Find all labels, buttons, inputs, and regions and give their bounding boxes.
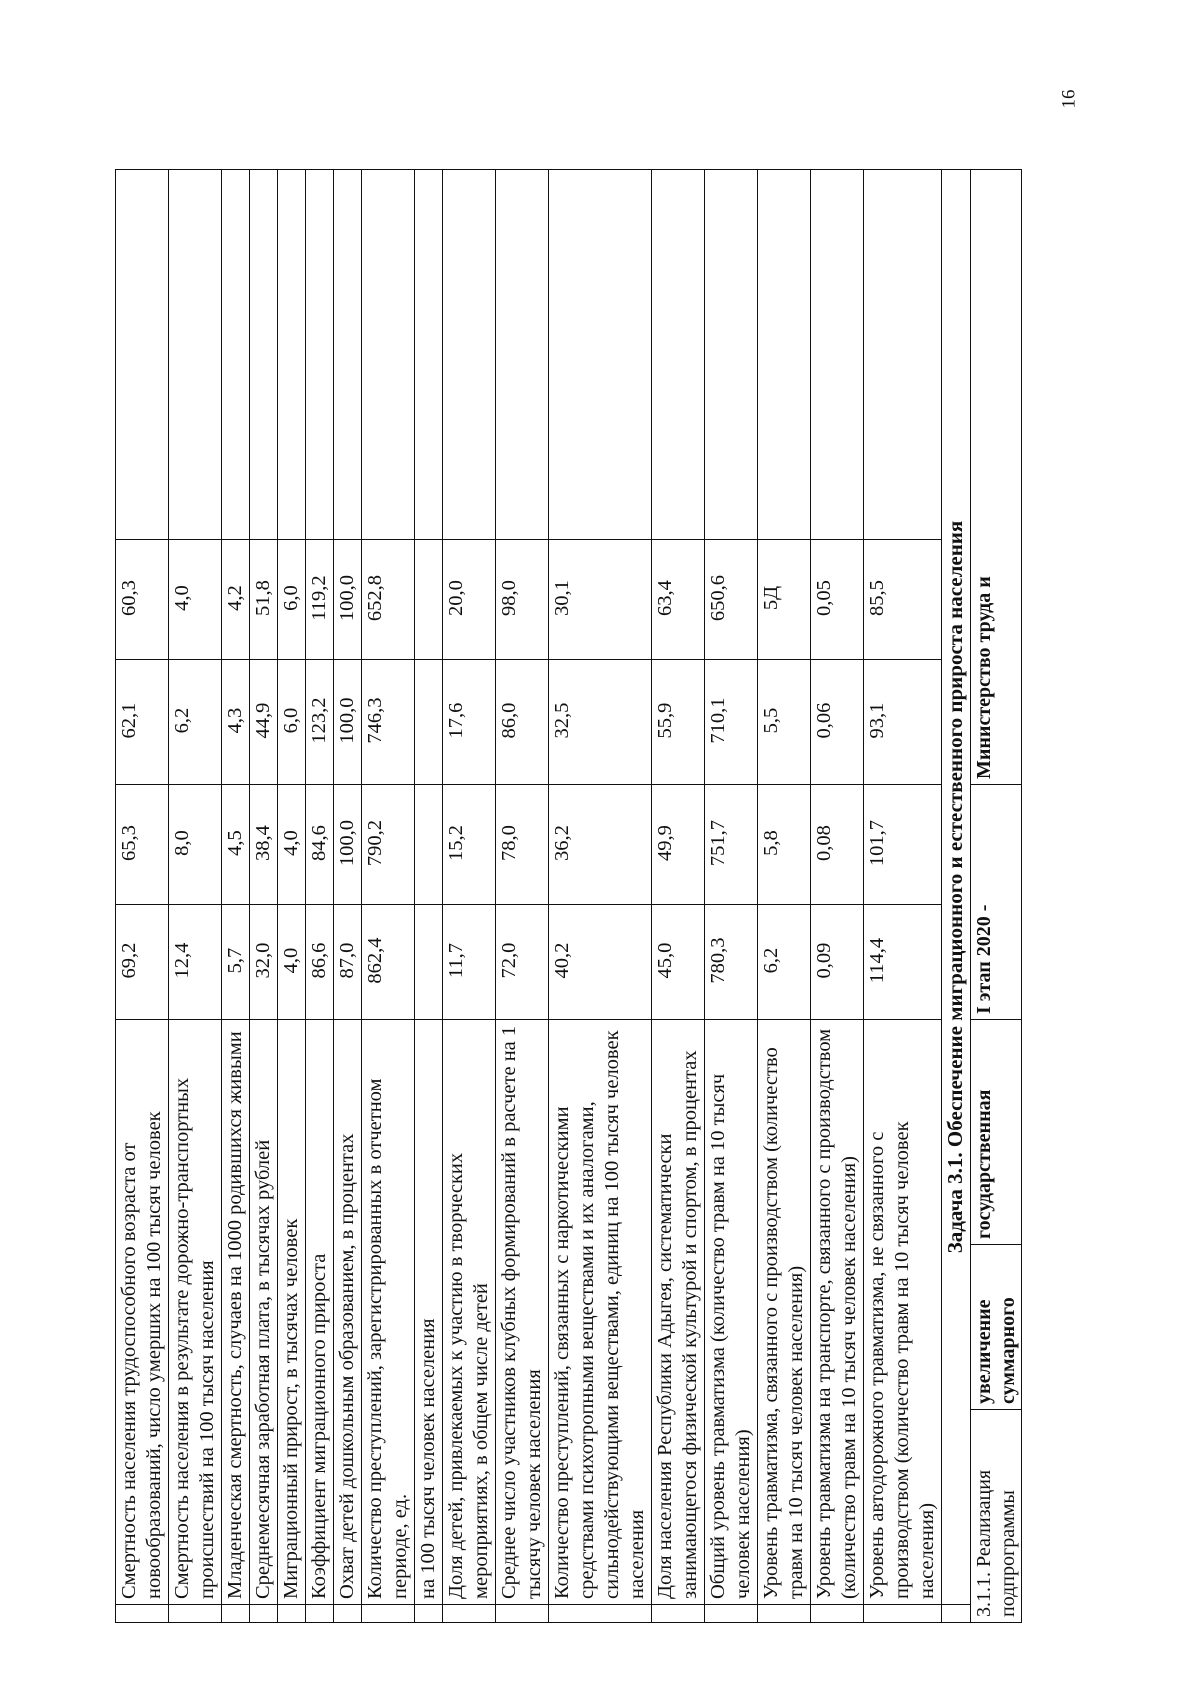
indicator-value: 12,4 xyxy=(169,905,222,1020)
table-row xyxy=(549,170,652,1623)
empty-cell xyxy=(116,170,169,540)
task-title: Задача 3.1. Обеспечение миграционного и естественного прироста населения xyxy=(942,170,971,1605)
implementation-row xyxy=(970,170,1022,1623)
indicator-value xyxy=(415,785,443,905)
indicator-value: 87,0 xyxy=(334,905,362,1020)
indicator-value: 32,5 xyxy=(549,660,652,785)
indicator-value: 0,09 xyxy=(811,905,864,1020)
indicator-value: 49,9 xyxy=(652,785,705,905)
indicator-label: Уровень травматизма на транспорте, связанного с производством (количество травм на 10 тысяч человек населения) xyxy=(811,1020,864,1605)
table-row xyxy=(864,170,942,1623)
indicator-value: 6,0 xyxy=(278,660,306,785)
table-row xyxy=(306,170,334,1623)
indicator-label: Доля населения Республики Адыгея, систематически занимающегося физической культурой и спортом, в процентах xyxy=(652,1020,705,1605)
indicator-value: 32,0 xyxy=(250,905,278,1020)
empty-cell xyxy=(705,1605,758,1623)
indicator-value: 85,5 xyxy=(864,540,942,660)
empty-cell xyxy=(811,170,864,540)
table-row xyxy=(362,170,415,1623)
indicator-value: 123,2 xyxy=(306,660,334,785)
indicator-label: Количество преступлений, связанных с наркотическими средствами психотропными веществами и их аналогами, сильнодействующими веществами, единиц на 100 тысяч человек населения xyxy=(549,1020,652,1605)
empty-cell xyxy=(864,1605,942,1623)
task-row xyxy=(942,170,971,1623)
table-row xyxy=(652,170,705,1623)
indicator-label: Охват детей дошкольным образованием, в процентах xyxy=(334,1020,362,1605)
indicator-value: 101,7 xyxy=(864,785,942,905)
table-row xyxy=(443,170,496,1623)
table-row xyxy=(278,170,306,1623)
empty-cell xyxy=(362,170,415,540)
indicator-value: 5,8 xyxy=(758,785,811,905)
empty-cell xyxy=(278,1605,306,1623)
indicator-value: 710,1 xyxy=(705,660,758,785)
empty-cell xyxy=(278,170,306,540)
table-row xyxy=(116,170,169,1623)
indicator-value: 780,3 xyxy=(705,905,758,1020)
indicator-value: 5,7 xyxy=(222,905,250,1020)
table-row xyxy=(496,170,549,1623)
empty-cell xyxy=(306,1605,334,1623)
indicator-value: 17,6 xyxy=(443,660,496,785)
empty-cell xyxy=(306,170,334,540)
indicator-value: 65,3 xyxy=(116,785,169,905)
table-row xyxy=(222,170,250,1623)
indicator-value: 15,2 xyxy=(443,785,496,905)
empty-cell xyxy=(549,170,652,540)
indicators-table xyxy=(115,169,1022,1623)
empty-cell xyxy=(415,170,443,540)
indicator-value: 4,0 xyxy=(278,785,306,905)
indicator-value: 60,3 xyxy=(116,540,169,660)
table-row xyxy=(811,170,864,1623)
indicator-label: Смертность населения в результате дорожно-транспортных происшествий на 100 тысяч населения xyxy=(169,1020,222,1605)
indicator-value: 650,6 xyxy=(705,540,758,660)
table-row xyxy=(705,170,758,1623)
indicator-value: 4,5 xyxy=(222,785,250,905)
indicator-value: 100,0 xyxy=(334,540,362,660)
empty-cell xyxy=(222,170,250,540)
indicator-value: 44,9 xyxy=(250,660,278,785)
empty-cell xyxy=(169,1605,222,1623)
impl-stage: I этап 2020 - xyxy=(970,785,1022,1020)
indicator-value: 100,0 xyxy=(334,660,362,785)
indicator-value: 30,1 xyxy=(549,540,652,660)
table-row xyxy=(415,170,443,1623)
empty-cell xyxy=(652,1605,705,1623)
empty-cell xyxy=(334,1605,362,1623)
empty-cell xyxy=(443,1605,496,1623)
indicator-value: 63,4 xyxy=(652,540,705,660)
indicator-value xyxy=(415,660,443,785)
empty-cell xyxy=(250,1605,278,1623)
indicator-value: 119,2 xyxy=(306,540,334,660)
indicator-value: 6,2 xyxy=(169,660,222,785)
empty-cell xyxy=(362,1605,415,1623)
empty-cell xyxy=(116,1605,169,1623)
indicator-value: 0,06 xyxy=(811,660,864,785)
indicator-value: 652,8 xyxy=(362,540,415,660)
indicator-value: 51,8 xyxy=(250,540,278,660)
indicator-label: Уровень травматизма, связанного с производством (количество травм на 10 тысяч человек населения) xyxy=(758,1020,811,1605)
indicator-value: 93,1 xyxy=(864,660,942,785)
indicator-value: 790,2 xyxy=(362,785,415,905)
indicator-value: 100,0 xyxy=(334,785,362,905)
indicator-value: 6,0 xyxy=(278,540,306,660)
indicator-value: 86,0 xyxy=(496,660,549,785)
indicator-label: Уровень автодорожного травматизма, не связанного с производством (количество травм на 10 тысяч человек населения) xyxy=(864,1020,942,1605)
empty-cell xyxy=(222,1605,250,1623)
indicator-value xyxy=(415,905,443,1020)
table-row xyxy=(758,170,811,1623)
indicator-value: 86,6 xyxy=(306,905,334,1020)
empty-cell xyxy=(334,170,362,540)
page-number: 16 xyxy=(1058,89,1080,109)
empty-cell xyxy=(942,1605,971,1623)
indicator-value: 11,7 xyxy=(443,905,496,1020)
indicator-value: 62,1 xyxy=(116,660,169,785)
empty-cell xyxy=(443,170,496,540)
indicator-label: на 100 тысяч человек населения xyxy=(415,1020,443,1605)
indicator-value: 45,0 xyxy=(652,905,705,1020)
empty-cell xyxy=(496,170,549,540)
empty-cell xyxy=(250,170,278,540)
indicator-label: Миграционный прирост, в тысячах человек xyxy=(278,1020,306,1605)
indicator-label: Среднее число участников клубных формирований в расчете на 1 тысячу человек населения xyxy=(496,1020,549,1605)
indicator-value: 84,6 xyxy=(306,785,334,905)
impl-type: государственная xyxy=(970,1020,1022,1245)
empty-cell xyxy=(705,170,758,540)
indicator-value: 36,2 xyxy=(549,785,652,905)
impl-goal: увеличение суммарного xyxy=(970,1245,1022,1410)
indicator-label: Коэффициент миграционного прироста xyxy=(306,1020,334,1605)
indicator-value: 72,0 xyxy=(496,905,549,1020)
indicator-value: 8,0 xyxy=(169,785,222,905)
indicator-label: Смертность населения трудоспособного возраста от новообразований, число умерших на 100 тысяч человек xyxy=(116,1020,169,1605)
indicator-value: 55,9 xyxy=(652,660,705,785)
table-row xyxy=(250,170,278,1623)
indicator-value: 751,7 xyxy=(705,785,758,905)
indicator-value: 862,4 xyxy=(362,905,415,1020)
indicator-label: Среднемесячная заработная плата, в тысячах рублей xyxy=(250,1020,278,1605)
indicator-value: 69,2 xyxy=(116,905,169,1020)
impl-ministry: Министерство труда и xyxy=(970,170,1022,785)
indicator-value: 20,0 xyxy=(443,540,496,660)
indicator-value: 38,4 xyxy=(250,785,278,905)
indicator-value: 78,0 xyxy=(496,785,549,905)
empty-cell xyxy=(811,1605,864,1623)
empty-cell xyxy=(864,170,942,540)
indicator-value: 4,3 xyxy=(222,660,250,785)
indicator-value xyxy=(415,540,443,660)
empty-cell xyxy=(169,170,222,540)
rotated-table-wrapper xyxy=(115,173,1055,1623)
empty-cell xyxy=(496,1605,549,1623)
indicator-value: 5Д xyxy=(758,540,811,660)
indicator-value: 4,2 xyxy=(222,540,250,660)
indicator-value: 114,4 xyxy=(864,905,942,1020)
empty-cell xyxy=(758,170,811,540)
indicator-value: 40,2 xyxy=(549,905,652,1020)
indicator-value: 4,0 xyxy=(278,905,306,1020)
empty-cell xyxy=(652,170,705,540)
empty-cell xyxy=(549,1605,652,1623)
table-row xyxy=(169,170,222,1623)
indicator-value: 4,0 xyxy=(169,540,222,660)
empty-cell xyxy=(758,1605,811,1623)
indicator-label: Общий уровень травматизма (количество травм на 10 тысяч человек населения) xyxy=(705,1020,758,1605)
indicator-label: Младенческая смертность, случаев на 1000 родившихся живыми xyxy=(222,1020,250,1605)
indicator-label: Доля детей, привлекаемых к участию в творческих мероприятиях, в общем числе детей xyxy=(443,1020,496,1605)
indicator-value: 98,0 xyxy=(496,540,549,660)
indicator-value: 746,3 xyxy=(362,660,415,785)
indicator-value: 0,05 xyxy=(811,540,864,660)
indicator-value: 5,5 xyxy=(758,660,811,785)
indicator-value: 0,08 xyxy=(811,785,864,905)
indicator-label: Количество преступлений, зарегистрированных в отчетном периоде, ед. xyxy=(362,1020,415,1605)
impl-name: 3.1.1. Реализация подпрограммы xyxy=(970,1410,1022,1623)
empty-cell xyxy=(415,1605,443,1623)
indicator-value: 6,2 xyxy=(758,905,811,1020)
table-row xyxy=(334,170,362,1623)
